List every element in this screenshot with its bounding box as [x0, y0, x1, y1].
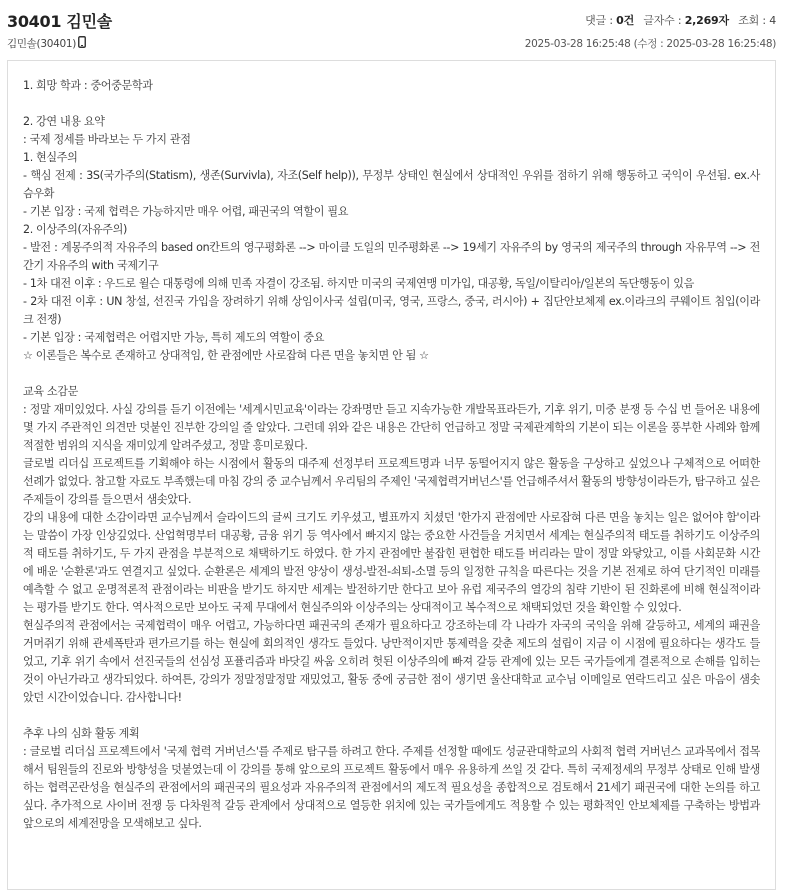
- content-line: 추후 나의 심화 활동 계획: [23, 727, 140, 740]
- post-header: [0, 0, 786, 60]
- post-dates: 2025-03-28 16:25:48 (수정 : 2025-03-28 16:25:48): [524, 38, 776, 50]
- author[interactable]: [7, 36, 86, 51]
- mobile-phone-icon: [78, 36, 86, 51]
- comments-label: 댓글 :: [585, 14, 617, 27]
- author-name[interactable]: 김민솔(30401): [7, 38, 77, 50]
- content-line: 현실주의적 관점에서는 국제협력이 매우 어렵고, 가능하다면 패권국의 존재가 필요하다고 강조하는데 각 나라가 자국의 국익을 위해 갈등하고, 세계의 패권을 거머쥐기 위해 관세폭탄과 편가르기를 하는 현실에 회의적인 생각도 들었다. 낭만적이지만 통제력을 갖춘 제도의 설립이 지금 이 시점에 필요하다는 생각도 들었고, 기후 위기 속에서 선진국들의 선심성 포퓰리즘과 바닷길 싸움 오히려 헛된 이상주의에 빠져 갈등 관계에 있는 모든 국가들에게 결론적으로 손해를 입히는 것이 아닌가라고 생각되었다. 하여튼, 강의가 정말정말정말 재밌었고, 활동 중에 궁금한 점이 생기면 울산대학교 교수님 이메일로 연락드리고 싶은 마음이 샘솟았던 시간이었습니다. 감사합니다!: [23, 619, 760, 704]
- blank-line: [23, 365, 760, 383]
- content-line: 1. 현실주의: [23, 151, 78, 164]
- content-line: : 국제 정세를 바라보는 두 가지 관점: [23, 133, 191, 146]
- content-line: - 2차 대전 이후 : UN 창설, 선진국 가입을 장려하기 위해 상임이사국 설립(미국, 영국, 프랑스, 중국, 러시아) + 집단안보체제 ex.이라크의 쿠웨이트 침입(이라크 전쟁): [23, 295, 760, 326]
- content-line: : 글로벌 리더십 프로젝트에서 '국제 협력 거버넌스'를 주제로 탐구를 하려고 한다. 주제를 선정할 때에도 성균관대학교의 사회적 협력 거버넌스 교과목에서 접목해서 팀원들의 진로와 방향성을 덧붙였는데 이 강의를 통해 앞으로의 프로젝트 활동에서 매우 유용하게 쓰일 것 같다. 특히 국제정세의 무정부 상태로 인해 발생하는 협력곤란성을 현실주의 관점에서의 패권국의 필요성과 자유주의적 관점에서의 제도적 필요성을 종합적으로 검토해서 21세기 패권국에 대한 논의를 하고 싶다. 추가적으로 사이버 전쟁 등 다차원적 갈등 관계에서 상대적으로 열등한 위치에 있는 국가들에게도 적용할 수 있는 평화적인 안보체제를 구축하는 방법과 앞으로의 세계전망을 모색해보고 싶다.: [23, 745, 760, 830]
- content-line: - 기본 입장 : 국제 협력은 가능하지만 매우 어렵, 패권국의 역할이 필요: [23, 205, 349, 218]
- post-title: 30401 김민솔: [7, 12, 112, 31]
- content-line: - 발전 : 계몽주의적 자유주의 based on칸트의 영구평화론 --> 마이클 도일의 민주평화론 --> 19세기 자유주의 by 영국의 제국주의 through 자유무역 --> 전간기 자유주의 with 국제기구: [23, 241, 760, 272]
- content-line: - 기본 입장 : 국제협력은 어렵지만 가능, 특히 제도의 역할이 중요: [23, 331, 325, 344]
- content-line: 2. 이상주의(자유주의): [23, 223, 127, 236]
- post-content-box: [7, 60, 776, 890]
- content-line: 교육 소감문: [23, 385, 79, 398]
- content-line: 글로벌 리더십 프로젝트를 기획해야 하는 시점에서 활동의 대주제 선정부터 프로젝트명과 너무 동떨어지지 않은 활동을 구상하고 싶었으나 구체적으로 어떠한 선례가 없었다. 참고할 자료도 부족했는데 마침 강의 중 교수님께서 우리팀의 주제인 '국제협력거버넌스'를 언급해주셔서 활동의 방향성이라든가, 탐구하고 싶은 주제들이 강의를 들으면서 샘솟았다.: [23, 457, 760, 506]
- post-stats: [585, 12, 776, 28]
- comments-count[interactable]: 0건: [616, 14, 635, 27]
- post-content: [8, 61, 775, 833]
- content-line: - 1차 대전 이후 : 우드로 윌슨 대통령에 의해 민족 자결이 강조됨. 하지만 미국의 국제연맹 미가입, 대공황, 독일/이탈리아/일본의 독단행동이 있음: [23, 277, 694, 290]
- chars-count: 2,269자: [684, 14, 729, 27]
- content-line: 강의 내용에 대한 소감이라면 교수님께서 슬라이드의 글씨 크기도 키우셨고, 별표까지 치셨던 '한가지 관점에만 사로잡혀 다른 면을 놓치는 일은 없어야 함'이라는 말씀이 가장 인상깊었다. 산업혁명부터 대공황, 금융 위기 등 역사에서 빠지지 않는 중요한 사건들을 거치면서 세계는 현실주의적 태도를 취하기도 이상주의적 태도를 취하기도, 두 가지 관점을 부분적으로 채택하기도 하였다. 한 가지 관점에만 불잡힌 편협한 태도를 버리라는 말이 정말 와닿았고, 이를 사회문화 시간에 배운 '순환론'과도 연결지고 싶었다. 순환론은 세계의 발전 양상이 생성-발전-쇠퇴-소멸 등의 일정한 규칙을 따른다는 것을 기본 전제로 하여 단기적인 미래를 예측할 수 없고 운명적론적 관점이라는 비판을 받기도 하지만 세계는 발전하기만 한다고 보아 유럽 제국주의 열강의 침략 기반이 된 진화론에 비해 현실적이라는 평가를 받기도 한다. 역사적으로만 보아도 국제 무대에서 현실주의와 이상주의는 상대적이고 복수적으로 채택되었던 것을 확인할 수 있었다.: [23, 511, 760, 614]
- content-line: 2. 강연 내용 요약: [23, 115, 105, 128]
- content-line: : 정말 재미있었다. 사실 강의를 듣기 이전에는 '세계시민교육'이라는 강좌명만 듣고 지속가능한 개발목표라든가, 기후 위기, 미중 분쟁 등 수십 번 들어온 내용에 몇 가지 주관적인 의견만 덧붙인 진부한 강의일 줄 알았다. 그런데 위와 같은 내용은 간단히 언급하고 정말 국제관계학의 기본이 되는 이론을 풍부한 사례와 함께 적절한 범위의 지식을 재미있게 알려주셨고, 정말 흥미로웠다.: [23, 403, 760, 452]
- views-count: 4: [769, 14, 776, 27]
- views-label: 조회 :: [738, 14, 770, 27]
- content-line: 1. 희망 학과 : 중어중문학과: [23, 79, 153, 92]
- chars-label: 글자수 :: [643, 14, 685, 27]
- content-line: ☆ 이론들은 복수로 존재하고 상대적임, 한 관점에만 사로잡혀 다른 면을 놓치면 안 됨 ☆: [23, 349, 429, 362]
- blank-line: [23, 95, 760, 113]
- blank-line: [23, 707, 760, 725]
- content-line: - 핵심 전제 : 3S(국가주의(Statism), 생존(Survivla), 자조(Self help)), 무정부 상태인 현실에서 상대적인 우위를 점하기 위해 행동하고 국익이 우선됨. ex.사슴우화: [23, 169, 760, 200]
